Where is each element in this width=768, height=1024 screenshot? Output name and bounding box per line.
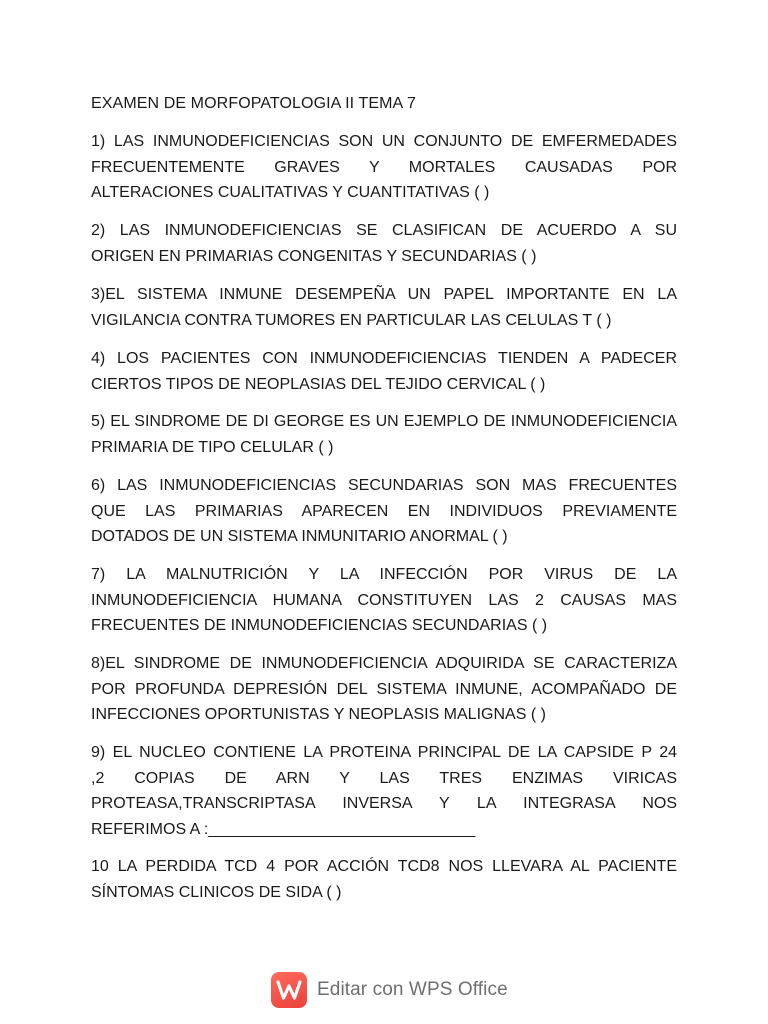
question-line: QUE LAS PRIMARIAS APARECEN EN INDIVIDUOS PREVIAMENTE	[91, 502, 677, 520]
question-line: INMUNODEFICIENCIA HUMANA CONSTITUYEN LAS 2 CAUSAS MAS	[91, 591, 677, 609]
question-line: PROTEASA,TRANSCRIPTASA INVERSA Y LA INTEGRASA NOS	[91, 795, 677, 812]
question-line: 5) EL SINDROME DE DI GEORGE ES UN EJEMPLO DE INMUNODEFICIENCIA	[91, 413, 677, 430]
question-line: 7) LA MALNUTRICIÓN Y LA INFECCIÓN POR VIRUS DE LA	[91, 566, 677, 583]
edit-with-wps-office-button[interactable]	[271, 971, 508, 1009]
question-line: 6) LAS INMUNODEFICIENCIAS SECUNDARIAS SON MAS FRECUENTES	[91, 477, 677, 494]
question-line: 8)EL SINDROME DE INMUNODEFICIENCIA ADQUIRIDA SE CARACTERIZA	[91, 655, 677, 672]
question-line: 9) EL NUCLEO CONTIENE LA PROTEINA PRINCIPAL DE LA CAPSIDE P 24	[91, 744, 677, 761]
question-line: 2) LAS INMUNODEFICIENCIAS SE CLASIFICAN DE ACUERDO A SU	[91, 222, 677, 239]
question-line: SÍNTOMAS CLINICOS DE SIDA ( )	[91, 883, 342, 901]
question-8	[91, 651, 677, 728]
question-line: 4) LOS PACIENTES CON INMUNODEFICIENCIAS TIENDEN A PADECER	[91, 350, 677, 367]
question-1	[91, 129, 677, 206]
question-line: 1) LAS INMUNODEFICIENCIAS SON UN CONJUNTO DE EMFERMEDADES	[91, 133, 677, 150]
question-line: ORIGEN EN PRIMARIAS CONGENITAS Y SECUNDARIAS ( )	[91, 247, 537, 265]
question-4	[91, 346, 677, 397]
question-line: ,2 COPIAS DE ARN Y LAS TRES ENZIMAS VIRICAS	[91, 769, 677, 787]
question-line: ALTERACIONES CUALITATIVAS Y CUANTITATIVAS ( )	[91, 184, 490, 201]
question-9	[91, 740, 677, 842]
question-line: VIGILANCIA CONTRA TUMORES EN PARTICULAR LAS CELULAS T ( )	[91, 311, 612, 329]
question-line: DOTADOS DE UN SISTEMA INMUNITARIO ANORMAL ( )	[91, 528, 508, 545]
question-2	[91, 218, 677, 269]
answer-blank-line: REFERIMOS A :______________________________	[91, 820, 476, 838]
question-line: PRIMARIA DE TIPO CELULAR ( )	[91, 438, 334, 456]
wps-office-logo-icon	[271, 972, 307, 1008]
question-7	[91, 562, 677, 639]
question-3	[91, 282, 677, 333]
question-line: FRECUENTEMENTE GRAVES Y MORTALES CAUSADAS POR	[91, 158, 677, 176]
question-10	[91, 854, 677, 905]
question-line: 10 LA PERDIDA TCD 4 POR ACCIÓN TCD8 NOS LLEVARA AL PACIENTE	[91, 858, 677, 875]
exam-title: EXAMEN DE MORFOPATOLOGIA II TEMA 7	[91, 95, 416, 112]
question-line: 3)EL SISTEMA INMUNE DESEMPEÑA UN PAPEL IMPORTANTE EN LA	[91, 286, 677, 303]
question-line: POR PROFUNDA DEPRESIÓN DEL SISTEMA INMUNE, ACOMPAÑADO DE	[91, 680, 677, 698]
wps-office-label: Editar con WPS Office	[317, 979, 508, 1000]
question-6	[91, 473, 677, 550]
question-line: FRECUENTES DE INMUNODEFICIENCIAS SECUNDARIAS ( )	[91, 617, 548, 634]
question-5	[91, 409, 677, 460]
question-line: INFECCIONES OPORTUNISTAS Y NEOPLASIS MALIGNAS ( )	[91, 706, 546, 723]
question-line: CIERTOS TIPOS DE NEOPLASIAS DEL TEJIDO CERVICAL ( )	[91, 375, 546, 393]
